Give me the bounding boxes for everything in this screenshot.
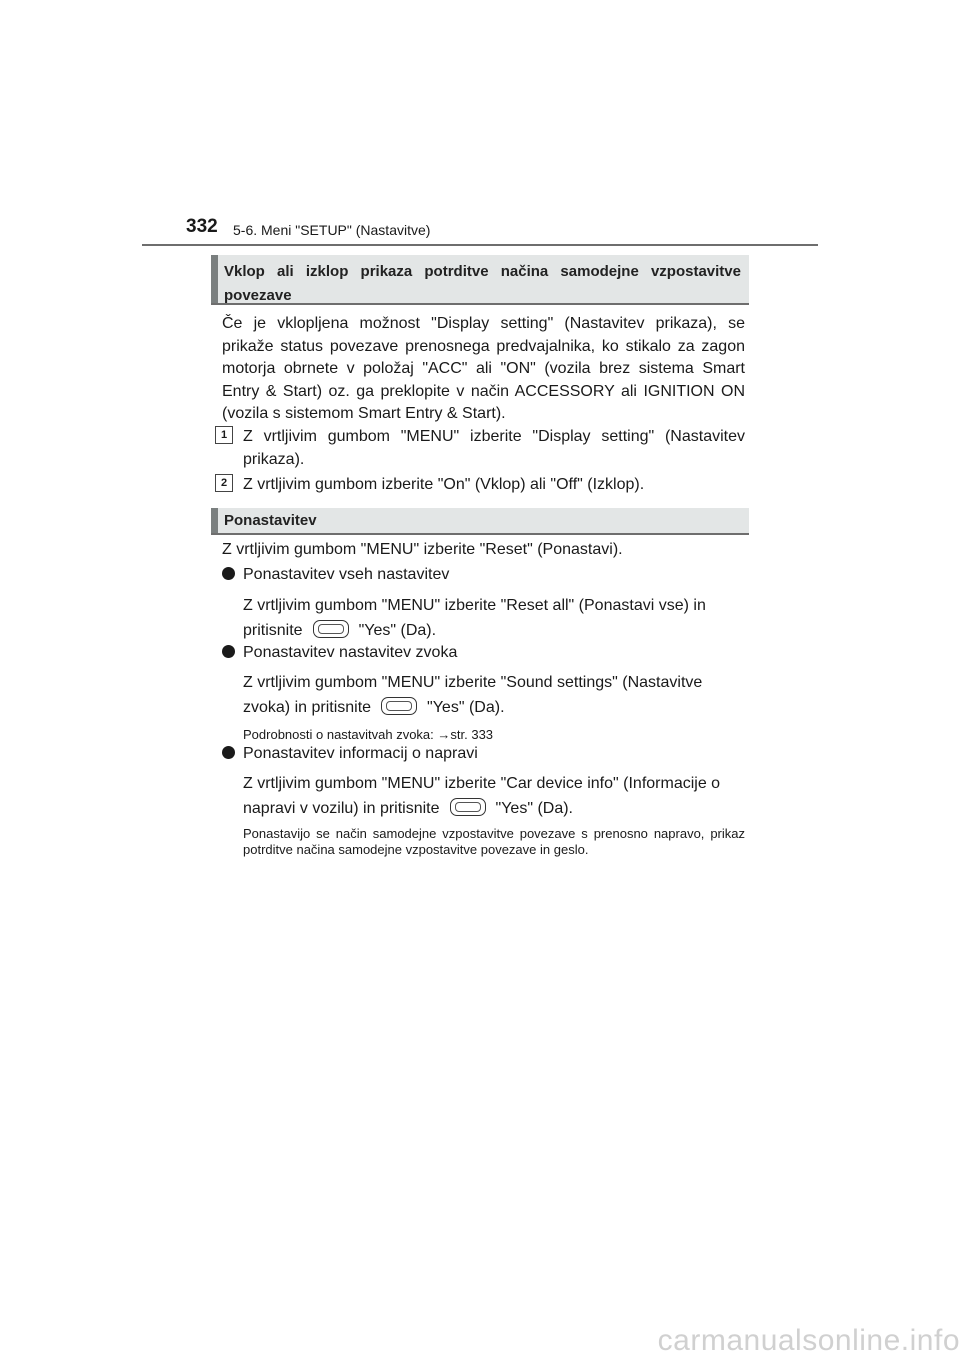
instruction-text: zvoka) in pritisnite bbox=[243, 699, 372, 716]
section-title: Ponastavitev bbox=[224, 512, 317, 529]
instruction-line: Z vrtljivim gumbom "MENU" izberite "Reset all" (Ponastavi vse) in bbox=[243, 597, 706, 614]
bullet-heading: Ponastavitev vseh nastavitev bbox=[243, 566, 450, 583]
bullet-icon bbox=[222, 746, 235, 759]
section-heading-reset bbox=[211, 508, 749, 535]
section2-intro: Z vrtljivim gumbom "MENU" izberite "Reset" (Ponastavi). bbox=[222, 541, 623, 558]
instruction-text: napravi v vozilu) in pritisnite bbox=[243, 800, 440, 817]
step-1-text: Z vrtljivim gumbom "MENU" izberite "Display setting" (Nastavitev prikaza). bbox=[243, 428, 745, 468]
instruction-line-2 bbox=[243, 797, 745, 820]
sound-note: Podrobnosti o nastavitvah zvoka: →str. 333 bbox=[243, 727, 494, 742]
reset-device-instruction bbox=[243, 772, 745, 820]
section1-intro: Če je vklopljena možnost "Display setting" (Nastavitev prikaza), se prikaže status povezave prenosnega predvajalnika, ko stikalo za zagon motorja obrnete v položaj "ACC" ali "ON" (vozila brez sistema Smart Entry & Start) oz. ga preklopite v način ACCESSORY ali IGNITION ON (vozila s sistemom Smart Entry & Start). bbox=[222, 315, 745, 422]
page-number: 332 bbox=[186, 216, 218, 237]
instruction-line-2 bbox=[243, 619, 745, 642]
bullet-reset-device-info bbox=[222, 745, 478, 763]
enter-button-icon bbox=[450, 798, 486, 816]
section-marker bbox=[211, 508, 218, 533]
bullet-icon bbox=[222, 567, 235, 580]
bullet-reset-all bbox=[222, 566, 449, 584]
bullet-heading: Ponastavitev informacij o napravi bbox=[243, 745, 478, 762]
bullet-reset-sound bbox=[222, 644, 457, 662]
header-divider bbox=[142, 244, 818, 246]
step-number-1: 1 bbox=[215, 426, 233, 444]
reset-sound-instruction bbox=[243, 671, 745, 719]
step-number-2: 2 bbox=[215, 474, 233, 492]
bullet-heading: Ponastavitev nastavitev zvoka bbox=[243, 644, 458, 661]
chapter-title: 5-6. Meni "SETUP" (Nastavitve) bbox=[233, 222, 431, 238]
instruction-line: Z vrtljivim gumbom "MENU" izberite "Sound settings" (Nastavitve bbox=[243, 674, 703, 691]
step-2-text: Z vrtljivim gumbom izberite "On" (Vklop) ali "Off" (Izklop). bbox=[243, 476, 645, 493]
instruction-text: "Yes" (Da). bbox=[427, 699, 505, 716]
instruction-text: pritisnite bbox=[243, 622, 303, 639]
enter-button-icon bbox=[313, 620, 349, 638]
instruction-text: "Yes" (Da). bbox=[495, 800, 573, 817]
device-info-note: Ponastavijo se način samodejne vzpostavitve povezave s prenosno napravo, prikaz potrditve načina samodejne vzpostavitve povezave in geslo. bbox=[243, 826, 745, 857]
enter-button-icon bbox=[381, 697, 417, 715]
section-heading-display-confirmation bbox=[211, 255, 749, 305]
watermark: carmanualsonline.info bbox=[657, 1324, 960, 1357]
reset-all-instruction bbox=[243, 594, 745, 642]
instruction-text: "Yes" (Da). bbox=[358, 622, 437, 639]
section-title: Vklop ali izklop prikaza potrditve načina samodejne vzpostavitve povezave bbox=[224, 263, 741, 304]
bullet-icon bbox=[222, 645, 235, 658]
instruction-line-2 bbox=[243, 696, 745, 719]
section-marker bbox=[211, 255, 218, 303]
instruction-line: Z vrtljivim gumbom "MENU" izberite "Car device info" (Informacije o bbox=[243, 775, 721, 792]
